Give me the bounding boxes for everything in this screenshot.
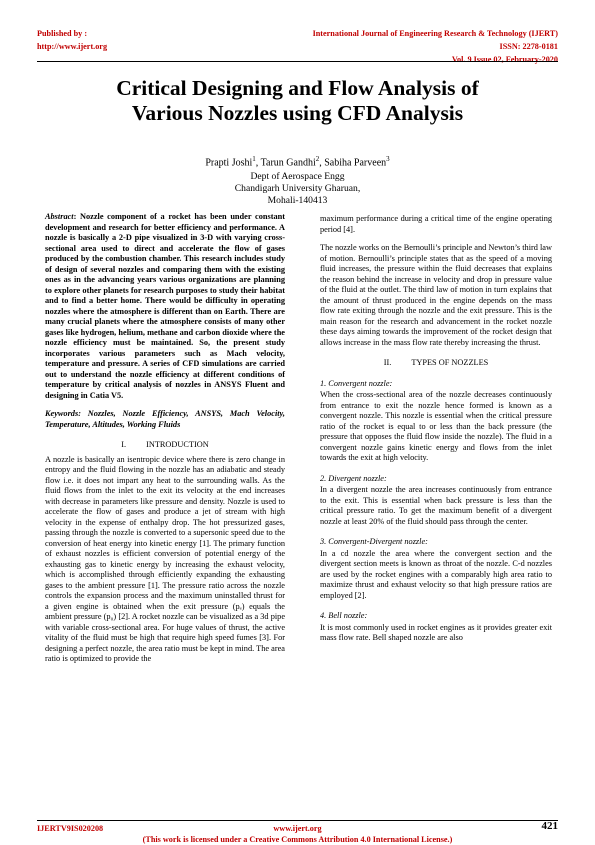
title-line-2: Various Nozzles using CFD Analysis	[131, 101, 464, 125]
abstract-label: Abstract	[45, 212, 74, 221]
author-names	[100, 153, 495, 169]
header-divider	[37, 61, 558, 62]
keywords: Keywords: Nozzles, Nozzle Efficiency, ANSYS, Mach Velocity, Temperature, Altitudes, Working Fluids	[45, 409, 285, 429]
header-left	[37, 27, 107, 53]
journal-url-link[interactable]: http://www.ijert.org	[37, 42, 108, 51]
published-by: Published by :	[37, 29, 88, 38]
section-number: II.	[383, 358, 392, 367]
affiliation-city: Mohali-140413	[267, 195, 328, 207]
left-column	[45, 212, 285, 673]
section-heading-types	[320, 358, 552, 369]
bell-text: It is most commonly used in rocket engines as it provides greater exit mass flow rate. Bell shaped nozzle are also	[320, 622, 552, 642]
paper-title	[60, 76, 535, 126]
intro-paragraph: A nozzle is basically an isentropic device where there is zero change in entropy and the fluid flowing in the nozzle has an adiabatic and steady flow i.e. it does not impart any heat to the surrounding walls. As the fluid flows from the inlet to the exit its velocity at the end increases with decrease in parameters like pressure and density. Nozzle is used to accelerate the flow of gases and produce a jet of stream with high velocity in the expense of enthalpy drop. The hot pressurized gases, passing through the nozzle is converted to a supersonic speed due to the conversion of heat energy into kinetic energy [1]. The primary function of exhaust nozzles is efficient conversion of potential energy of the exhausting gas to kinetic energy by increasing the exhaust velocity, which is accomplished through efficiently expanding the exhausting gases to the ambient pressure [1]. The pressure ratio across the nozzle controls the expansion process and the maximum uninstalled thrust for a given engine is obtained when the exit pressure (pₑ) equals the ambient pressure (p₀) [2]. A rocket nozzle can be visualized as a 3d pipe with variable cross-sectional area. For huge values of thrust, the active vitality of the fluid must be high that require high speed fumes [3]. For designing a perfect nozzle, the area ratio must be kept in mind. The area ratio is optimized to provide the	[45, 454, 285, 663]
journal-name: International Journal of Engineering Research & Technology (IJERT)	[312, 29, 558, 38]
author-3: , Sabiha Parveen	[319, 157, 387, 169]
author-1: Prapti Joshi	[205, 157, 253, 169]
author-1-sup: 1	[252, 155, 256, 163]
license-note: (This work is licensed under a Creative Commons Attribution 4.0 International License.)	[142, 835, 453, 844]
page-number: 421	[541, 820, 558, 832]
author-2-sup: 2	[315, 155, 320, 163]
abstract-text: : Nozzle component of a rocket has been under constant development and research for better efficiency and performance. A nozzle is basically a 2-D pipe visualized in 3-D with varying cross- sectional area used to direct and accelerate the flow of gases produced by the combustion chamber. This research includes study of design of several nozzles and comparing them with the existing ones as in the advancing years various organizations are planning to explore other planets for research purposes to study their habitat and to find a better home. There would be difficulty in operating nozzles where the atmosphere is different than on Earth. There are many crucial planets where the atmosphere consists of many other gases like hydrogen, helium, methane and carbon dioxide where the nozzle efficiency must be maintained. So, the present study incorporates various parameters such as Mach velocity, temperature and pressure. A series of CFD simulations are carried out to understand the nozzle efficiency at different conditions of temperature by critical analysis of nozzles in ANSYS Fluent and designing in Catia V5.	[45, 212, 285, 400]
issn: ISSN: 2278-0181	[499, 42, 558, 51]
subheading-divergent: 2. Divergent nozzle:	[320, 473, 387, 483]
footer-divider	[37, 820, 558, 821]
subheading-bell: 4. Bell nozzle:	[320, 611, 368, 620]
subheading-convergent: 1. Convergent nozzle:	[320, 378, 393, 388]
author-block	[100, 153, 495, 207]
author-3-sup: 3	[386, 155, 390, 163]
abstract	[45, 212, 285, 401]
right-column	[320, 214, 552, 652]
section-heading-introduction	[45, 440, 285, 451]
affiliation-dept: Dept of Aerospace Engg	[250, 171, 345, 183]
volume-issue: Vol. 9 Issue 02, February-2020	[451, 55, 558, 64]
affiliation-univ: Chandigarh University Gharuan,	[234, 183, 361, 195]
title-line-1: Critical Designing and Flow Analysis of	[116, 76, 479, 100]
bernoulli-paragraph: The nozzle works on the Bernoulli’s principle and Newton’s third law of motion. Bernoulli’s principle states that as the speed of a moving fluid increases, the pressure within the fluid decreases that explains the reason behind the increase in velocity and drop in pressure value of the fluid at the outlet. The third law of motion in turn explains that the amount of thrust produced in the engine depends on the mass flow rate exiting through the nozzle and the exit pressure. This is the main reason for the research and advancement in the rocket nozzle these days aiming towards the improvement of the rocket design that allows increase in the mass flow rate thereby increasing the thrust.	[320, 243, 552, 347]
convergent-text: When the cross-sectional area of the nozzle decreases continuously from entrance to exit the nozzle hence formed is known as a convergent nozzle. This nozzle is essential when the critical pressure ratio of the rocket is equal to or less than the back pressure (the pressure that opposes the fluid flow inside the nozzle). The fluid in a convergent nozzle gains kinetic energy and flows from the inlet towards the exit at high velocity.	[320, 390, 552, 462]
intro-continued: maximum performance during a critical time of the engine operating period [4].	[320, 214, 552, 234]
paper-id: IJERTV9IS020208	[37, 824, 104, 833]
author-2: , Tarun Gandhi	[255, 157, 316, 169]
divergent-text: In a divergent nozzle the area increases continuously from entrance to the exit. This is essential when back pressure is less than the critical pressure ratio. To get the maximum benefit of a divergent nozzle at least 20% of the fluid should pass through the center.	[320, 485, 552, 526]
section-number: I.	[121, 440, 127, 449]
page-header	[37, 27, 558, 64]
footer-url-link[interactable]: www.ijert.org	[273, 824, 322, 833]
subheading-cd: 3. Convergent-Divergent nozzle:	[320, 537, 428, 546]
section-title: TYPES OF NOZZLES	[411, 358, 489, 367]
section-title: INTRODUCTION	[146, 440, 209, 449]
cd-text: In a cd nozzle the area where the convergent section and the divergent section meets is known as throat of the nozzle. C-d nozzles are used by the rocket engines with a comparably high area ratio to maximize thrust and exhaust velocity so that high pressure ratios are employed [2].	[320, 548, 552, 600]
